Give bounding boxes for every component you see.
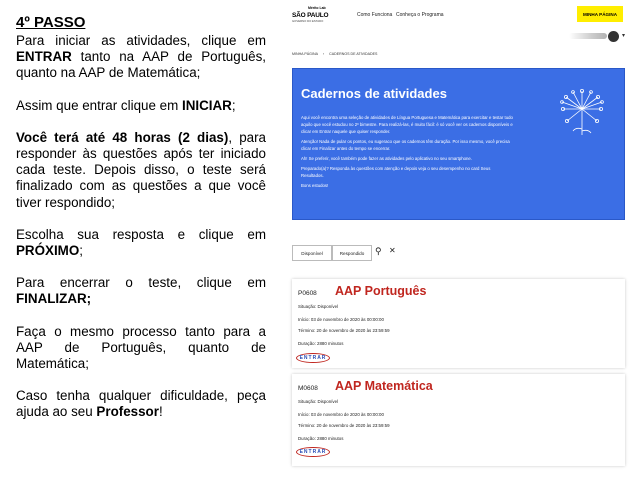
card-title: AAP Português bbox=[335, 284, 427, 298]
filter-tabs bbox=[292, 245, 412, 261]
banner-description bbox=[301, 114, 513, 192]
instruction-paragraph bbox=[16, 324, 266, 373]
card-duracao: Duração: 2880 minutos bbox=[298, 341, 344, 346]
instruction-text: ! bbox=[158, 404, 163, 420]
banner-paragraph: Aqui você encontra uma seleção de atividades de Língua Portuguesa e Matemática para exercitar e testar tudo aquilo que você estudou no 2º bimestre. Para realizá-las, é muito fácil: é só você ver os cadernos disponíveis e clicar em Entrar naquele que quiser responder. bbox=[301, 115, 513, 134]
banner-paragraph: Ah! Se preferir, você também pode fazer as atividades pelo aplicativo no seu smartphone. bbox=[301, 156, 473, 161]
breadcrumb-item-cadernos: CADERNOS DE ATIVIDADES bbox=[329, 52, 378, 56]
instruction-text: ; bbox=[79, 243, 83, 259]
website-screenshot bbox=[286, 0, 631, 476]
nav-conheca-programa[interactable]: Conheça o Programa bbox=[396, 12, 444, 18]
banner-title: Cadernos de atividades bbox=[301, 86, 447, 101]
entrar-button[interactable]: ENTRAR bbox=[296, 353, 330, 363]
instruction-text: Faça o mesmo processo tanto para a AAP de Português, quanto de Matemática; bbox=[16, 323, 266, 372]
instruction-bold: PRÓXIMO bbox=[16, 243, 80, 259]
logo-small-text: Mérito Lab bbox=[308, 6, 326, 10]
card-termino: Término: 20 de novembro de 2020 às 23:59:59 bbox=[298, 423, 390, 428]
instruction-bold: Professor bbox=[96, 404, 159, 420]
instruction-bold: Você terá até 48 horas (2 dias) bbox=[16, 129, 229, 145]
nav-como-funciona[interactable]: Como Funciona bbox=[357, 12, 393, 18]
instruction-paragraph bbox=[16, 227, 266, 259]
tab-respondido[interactable]: Respondido bbox=[332, 245, 372, 261]
instruction-paragraph bbox=[16, 275, 266, 307]
cadernos-banner bbox=[292, 68, 625, 220]
user-name-blurred bbox=[569, 33, 607, 39]
sao-paulo-logo[interactable] bbox=[292, 5, 342, 27]
minha-pagina-button[interactable]: MINHA PÁGINA bbox=[577, 6, 623, 22]
site-header bbox=[286, 0, 631, 30]
instructions-panel bbox=[16, 14, 266, 437]
banner-paragraph: Bons estudos! bbox=[301, 183, 329, 188]
user-bar bbox=[286, 30, 631, 48]
search-icon[interactable]: ⚲ bbox=[375, 246, 382, 256]
instruction-paragraph bbox=[16, 33, 266, 82]
instruction-text: Para encerrar o teste, clique em bbox=[16, 275, 266, 291]
card-title: AAP Matemática bbox=[335, 379, 433, 393]
logo-brand-text: SÃO PAULO bbox=[292, 12, 329, 19]
close-icon[interactable]: ✕ bbox=[389, 246, 396, 255]
card-situacao: Situação: Disponível bbox=[298, 304, 339, 309]
activity-card bbox=[292, 374, 625, 466]
step-heading: 4º PASSO bbox=[16, 14, 86, 31]
instruction-paragraph bbox=[16, 388, 266, 420]
instruction-paragraph bbox=[16, 130, 266, 211]
breadcrumb-item-minha-pagina[interactable]: MINHA PÁGINA bbox=[292, 52, 318, 56]
instruction-text: Assim que entrar clique em bbox=[16, 97, 182, 113]
instruction-text: Caso tenha qualquer dificuldade, peça ajuda ao seu bbox=[16, 388, 266, 420]
banner-paragraph: Atenção! Nada de pular os pontos, eu sugeraco que os cadernos têm duração. Por isso mesmo, você precisa clicar em Finalizar antes do tempo se encerrar. bbox=[301, 139, 510, 151]
instruction-text: ; bbox=[231, 97, 236, 113]
card-termino: Término: 20 de novembro de 2020 às 23:59:59 bbox=[298, 328, 390, 333]
activity-card bbox=[292, 279, 625, 368]
instruction-text: Escolha sua resposta e clique em bbox=[16, 226, 266, 242]
instruction-text: Para iniciar as atividades, clique em bbox=[16, 33, 266, 48]
banner-paragraph: Preparado(a)? Responda às questões com atenção e depois veja o seu desempenho no card Seus Resultados. bbox=[301, 166, 491, 178]
instruction-bold: ENTRAR bbox=[16, 49, 72, 65]
instruction-paragraph bbox=[16, 98, 266, 114]
user-avatar[interactable] bbox=[608, 31, 619, 42]
entrar-button[interactable]: ENTRAR bbox=[296, 447, 330, 457]
instruction-bold: INICIAR bbox=[181, 97, 232, 113]
card-situacao: Situação: Disponível bbox=[298, 399, 339, 404]
card-code: P0608 bbox=[298, 290, 317, 297]
chevron-down-icon[interactable]: ▾ bbox=[621, 33, 625, 39]
card-code: M0608 bbox=[298, 385, 318, 392]
card-inicio: Início: 03 de novembro de 2020 às 00:00:00 bbox=[298, 317, 384, 322]
instruction-bold: FINALIZAR; bbox=[16, 291, 92, 307]
tab-disponivel[interactable]: Disponível bbox=[292, 245, 332, 261]
breadcrumb bbox=[292, 52, 377, 56]
dandelion-icon bbox=[558, 87, 606, 137]
instruction-text: tanto na AAP de Português, quanto na AAP de Matemática; bbox=[16, 49, 266, 81]
card-duracao: Duração: 2880 minutos bbox=[298, 436, 344, 441]
instruction-text: , para responder às questões após ter iniciado cada teste. Depois disso, o teste será finalizado com as questões a que você tiver respondido; bbox=[16, 129, 266, 210]
logo-gov-text: GOVERNO DO ESTADO bbox=[292, 19, 324, 23]
breadcrumb-separator: › bbox=[322, 52, 325, 56]
card-inicio: Início: 03 de novembro de 2020 às 00:00:00 bbox=[298, 412, 384, 417]
